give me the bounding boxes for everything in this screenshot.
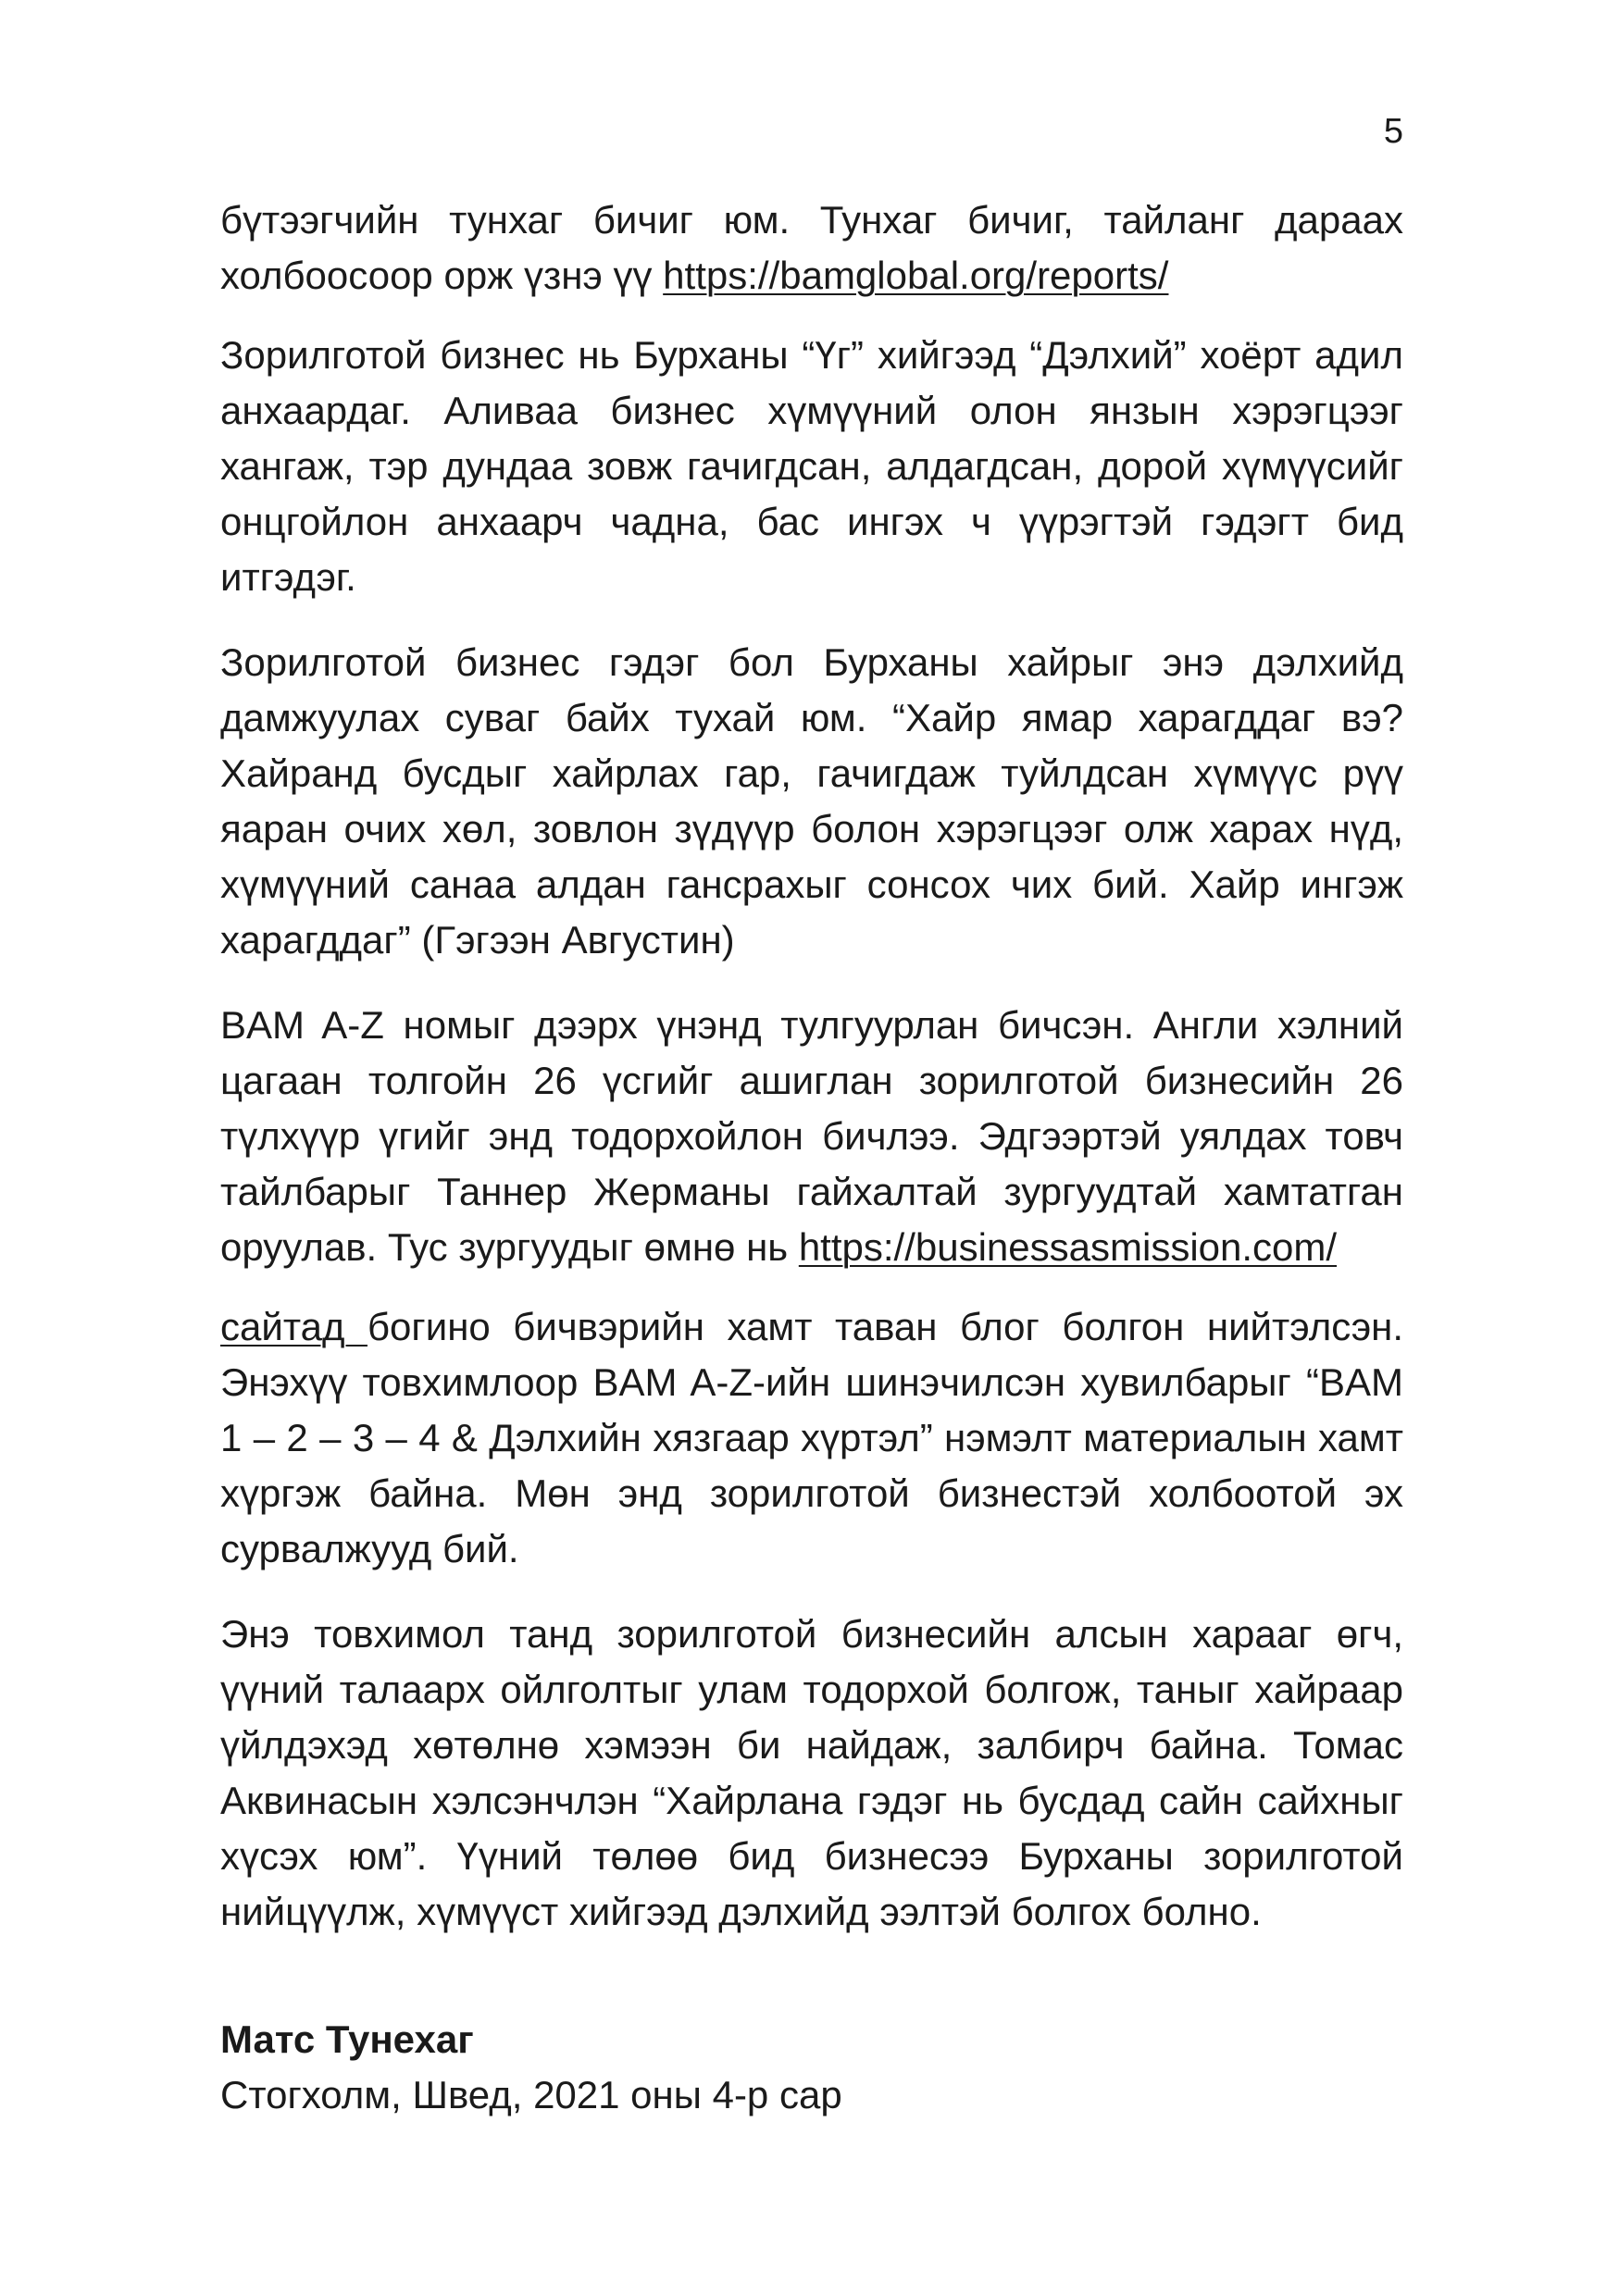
page-number: 5 xyxy=(1383,112,1403,151)
reports-link[interactable]: https://bamglobal.org/reports/ xyxy=(663,254,1169,297)
author-name: Матс Тунехаг xyxy=(220,2017,474,2061)
site-link[interactable]: сайтад xyxy=(220,1305,367,1348)
paragraph-4 xyxy=(220,998,1403,1275)
businessasmission-link[interactable]: https://businessasmission.com/ xyxy=(798,1225,1338,1269)
paragraph-6: Энэ товхимол танд зорилготой бизнесийн алсын харааг өгч, үүний талаарх ойлголтыг улам тодорхой болгож, таныг хайраар үйлдэхэд хөтөлнө хэмээн би найдаж, залбирч байна. Томас Аквинасын хэлсэнчлэн “Хайрлана гэдэг нь бусдад сайн сайхныг хүсэх юм”. Үүний төлөө бид бизнесээ Бурханы зорилготой нийцүүлж, хүмүүст хийгээд дэлхийд ээлтэй болгох болно. xyxy=(220,1612,1403,1933)
paragraph-1 xyxy=(220,192,1403,304)
paragraph-1-text: бүтээгчийн тунхаг бичиг юм. Тунхаг бичиг, тайланг дараах холбоосоор орж үзнэ үү xyxy=(220,198,1403,297)
paragraph-2: Зорилготой бизнес нь Бурханы “Үг” хийгээд “Дэлхий” хоёрт адил анхаардаг. Аливаа бизнес хүмүүний олон янзын хэрэгцээг хангаж, тэр дундаа зовж гачигдсан, алдагдсан, дорой хүмүүсийг онцгойлон анхаарч чадна, бас ингэх ч үүрэгтэй гэдэгт бид итгэдэг. xyxy=(220,333,1403,599)
paragraph-4-text: BAM A-Z номыг дээрх үнэнд тулгуурлан бичсэн. Англи хэлний цагаан толгойн 26 үсгийг ашиглан зорилготой бизнесийн 26 түлхүүр үгийг энд тодорхойлон бичлээ. Эдгээртэй уялдах товч тайлбарыг Таннер Жерманы гайхалтай зургуудтай хамтатган оруулав. Тус зургуудыг өмнө нь xyxy=(220,1003,1403,1269)
page-body xyxy=(220,192,1403,2123)
paragraph-5 xyxy=(220,1299,1403,1577)
paragraph-5-text: богино бичвэрийн хамт таван блог болгон нийтэлсэн. Энэхүү товхимлоор BAM A-Z-ийн шинэчилсэн хувилбарыг “BAM 1 – 2 – 3 – 4 & Дэлхийн хязгаар хүртэл” нэмэлт материалын хамт хүргэж байна. Мөн энд зорилготой бизнестэй холбоотой эх сурвалжууд бий. xyxy=(220,1305,1404,1570)
signature-block xyxy=(220,2012,1403,2123)
place-date: Стогхолм, Швед, 2021 оны 4-р сар xyxy=(220,2073,842,2116)
paragraph-3: Зорилготой бизнес гэдэг бол Бурханы хайрыг энэ дэлхийд дамжуулах суваг байх тухай юм. “Хайр ямар харагддаг вэ? Хайранд бусдыг хайрлах гар, гачигдаж туйлдсан хүмүүс рүү яаран очих хөл, зовлон зүдүүр болон хэрэгцээг олж харах нүд, хүмүүний санаа алдан гансрахыг сонсох чих бий. Хайр ингэж харагддаг” (Гэгээн Августин) xyxy=(220,640,1403,962)
